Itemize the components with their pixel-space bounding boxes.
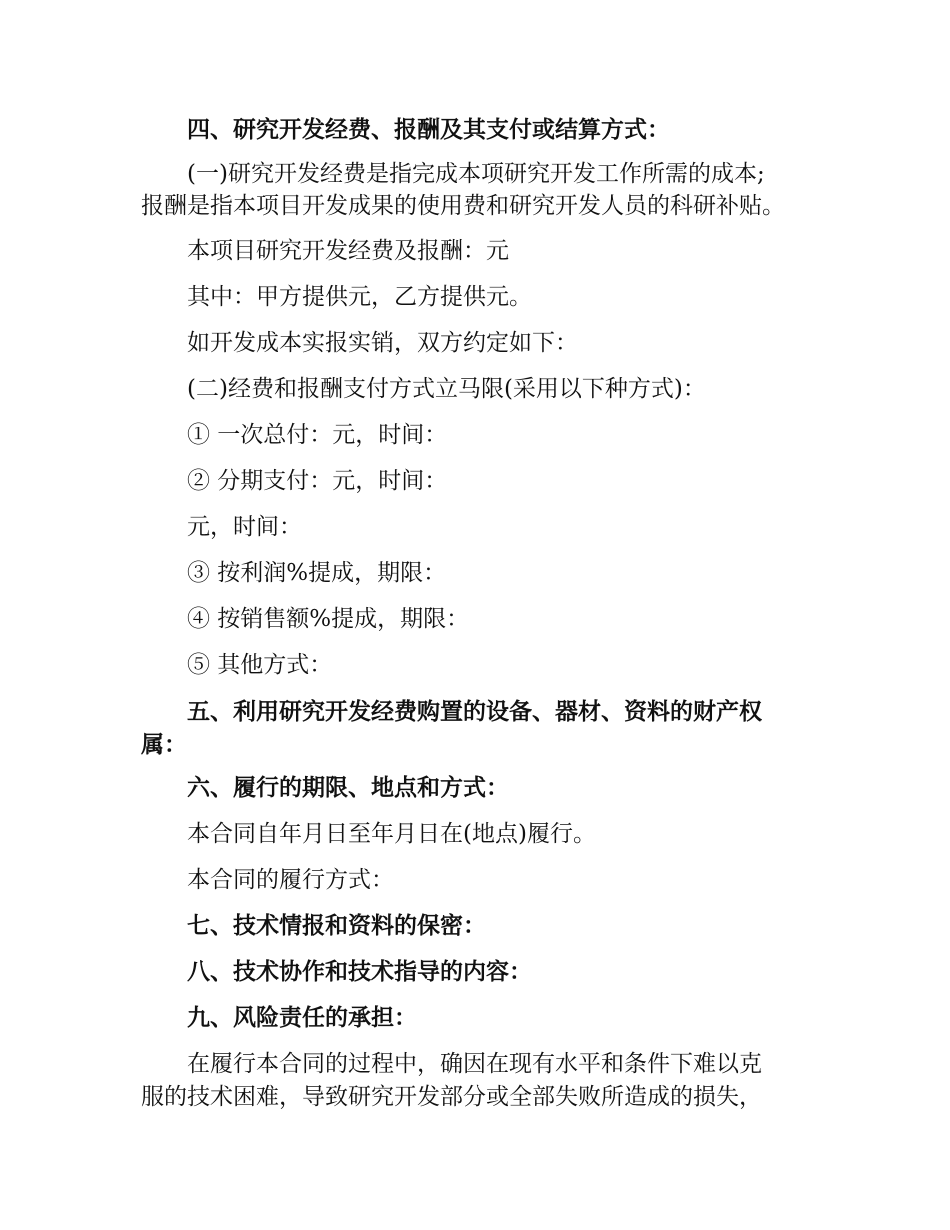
payment-option-4: ④ 按销售额%提成，期限： bbox=[187, 606, 470, 632]
section4-paragraph3: 其中：甲方提供元，乙方提供元。 bbox=[187, 284, 532, 310]
section6-heading: 六、履行的期限、地点和方式： bbox=[187, 775, 509, 801]
section5-heading-line2: 属： bbox=[141, 732, 187, 758]
payment-option-2: ② 分期支付：元，时间： bbox=[187, 468, 448, 494]
section9-paragraph1-line2: 服的技术困难，导致研究开发部分或全部失败所造成的损失， bbox=[141, 1084, 762, 1110]
section4-paragraph1-line1: (一)研究开发经费是指完成本项研究开发工作所需的成本; bbox=[187, 161, 765, 187]
section4-paragraph2: 本项目研究开发经费及报酬：元 bbox=[187, 238, 509, 264]
section4-paragraph1-line2: 报酬是指本项目开发成果的使用费和研究开发人员的科研补贴。 bbox=[141, 193, 785, 219]
section4-heading: 四、研究开发经费、报酬及其支付或结算方式： bbox=[187, 117, 670, 143]
section6-paragraph2: 本合同的履行方式： bbox=[187, 867, 394, 893]
section4-paragraph5: (二)经费和报酬支付方式立马限(采用以下种方式)： bbox=[187, 376, 706, 402]
section5-heading-line1: 五、利用研究开发经费购置的设备、器材、资料的财产权 bbox=[187, 699, 762, 725]
payment-option-2-continued: 元，时间： bbox=[187, 514, 302, 540]
section4-paragraph4: 如开发成本实报实销，双方约定如下： bbox=[187, 330, 578, 356]
payment-option-3: ③ 按利润%提成，期限： bbox=[187, 560, 447, 586]
section9-paragraph1-line1: 在履行本合同的过程中，确因在现有水平和条件下难以克 bbox=[187, 1051, 762, 1077]
payment-option-5: ⑤ 其他方式： bbox=[187, 652, 333, 678]
section7-heading: 七、技术情报和资料的保密： bbox=[187, 913, 486, 939]
section9-heading: 九、风险责任的承担： bbox=[187, 1005, 417, 1031]
section6-paragraph1: 本合同自年月日至年月日在(地点)履行。 bbox=[187, 821, 596, 847]
section8-heading: 八、技术协作和技术指导的内容： bbox=[187, 959, 532, 985]
payment-option-1: ① 一次总付：元，时间： bbox=[187, 422, 448, 448]
